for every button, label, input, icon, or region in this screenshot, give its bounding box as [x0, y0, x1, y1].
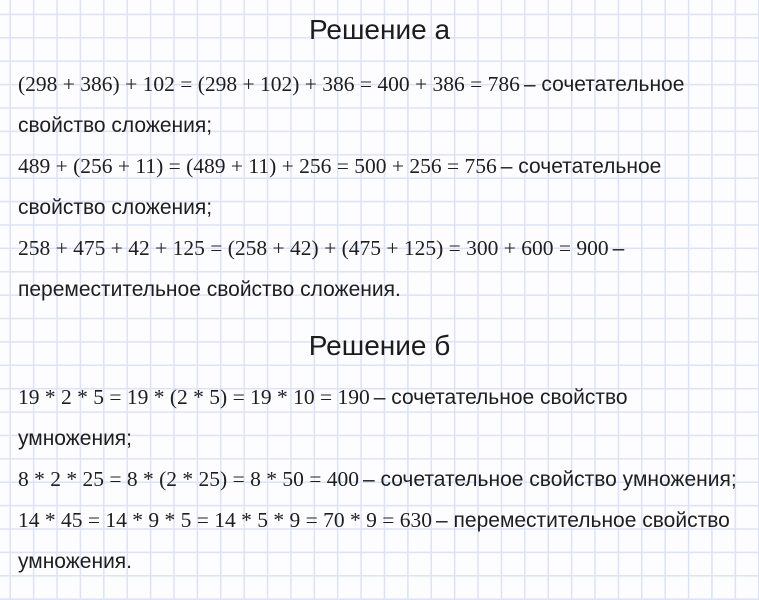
property-note: умножения; — [18, 427, 133, 450]
solution-line — [18, 459, 753, 500]
solution-line — [18, 187, 753, 228]
math-expression: (298 + 386) + 102 = (298 + 102) + 386 = 400 + 386 = 786 — [18, 72, 520, 96]
solution-line — [18, 541, 753, 582]
math-expression: 258 + 475 + 42 + 125 = (258 + 42) + (475 + 125) = 300 + 600 = 900 — [18, 236, 609, 260]
property-note: – сочетательное — [523, 73, 685, 96]
math-expression: 14 * 45 = 14 * 9 * 5 = 14 * 5 * 9 = 70 * 9 = 630 — [18, 508, 433, 532]
solution-line — [18, 500, 753, 541]
property-note: – сочетательное свойство умножения; — [362, 468, 737, 491]
solution-line — [18, 146, 753, 187]
property-note: переместительное свойство сложения. — [18, 278, 401, 301]
solution-line — [18, 105, 753, 146]
property-note: свойство сложения; — [18, 196, 213, 219]
property-note: умножения. — [18, 550, 133, 573]
solution-line — [18, 64, 753, 105]
solution-a-body — [0, 64, 759, 310]
math-expression: 489 + (256 + 11) = (489 + 11) + 256 = 500 + 256 = 756 — [18, 154, 497, 178]
property-note: – сочетательное — [500, 155, 662, 178]
property-note: свойство сложения; — [18, 114, 213, 137]
property-note: – сочетательное свойство — [373, 386, 628, 409]
solution-line — [18, 418, 753, 459]
solution-b-title: Решение б — [308, 330, 451, 361]
property-note: – переместительное свойство — [436, 509, 730, 532]
solution-b-body — [0, 377, 759, 582]
solution-a-title: Решение а — [308, 14, 451, 45]
math-expression: 19 * 2 * 5 = 19 * (2 * 5) = 19 * 10 = 190 — [18, 385, 370, 409]
property-note: – — [612, 237, 625, 260]
math-expression: 8 * 2 * 25 = 8 * (2 * 25) = 8 * 50 = 400 — [18, 467, 359, 491]
solution-line — [18, 377, 753, 418]
solution-line — [18, 269, 753, 310]
solution-line — [18, 228, 753, 269]
